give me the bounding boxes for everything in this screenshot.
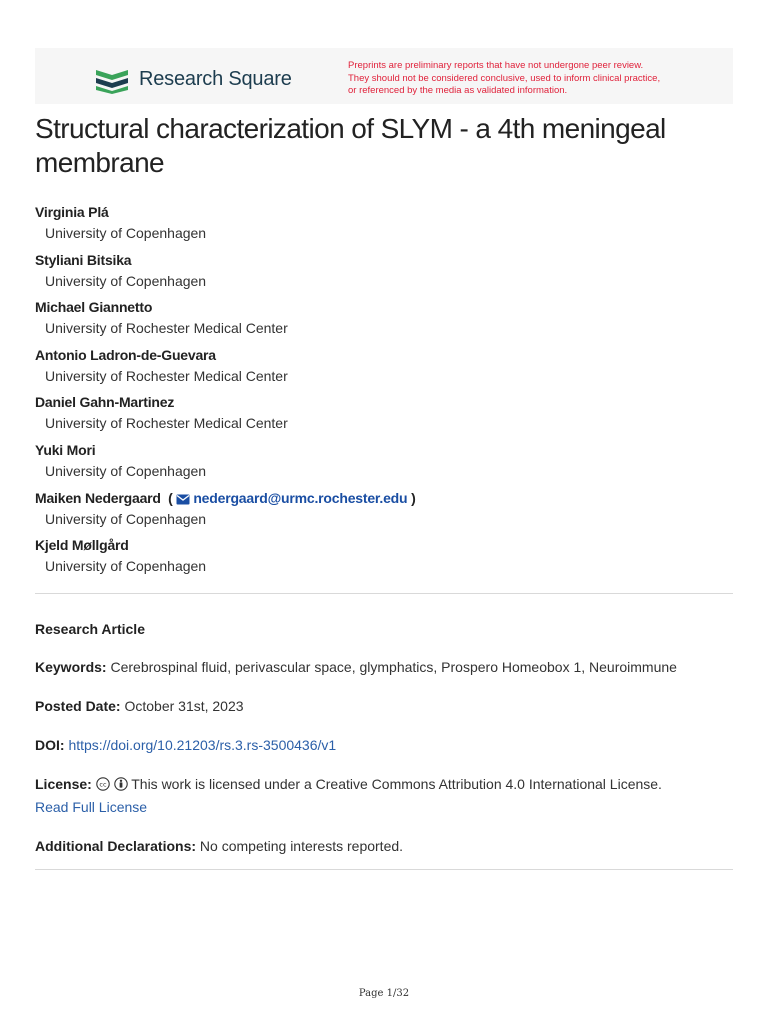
author-entry bbox=[35, 488, 725, 536]
disclaimer-line: They should not be considered conclusive, used to inform clinical practice, bbox=[348, 72, 661, 84]
author-name: Virginia Plá bbox=[35, 204, 109, 220]
author-entry bbox=[35, 345, 725, 393]
doi-row bbox=[35, 734, 735, 757]
paper-title: Structural characterization of SLYM - a 4th meningeal membrane bbox=[35, 113, 666, 178]
keywords-row bbox=[35, 656, 735, 679]
research-square-logo[interactable] bbox=[93, 64, 292, 94]
envelope-icon bbox=[176, 494, 190, 505]
author-affiliation: University of Copenhagen bbox=[45, 558, 207, 575]
page-number: Page 1/32 bbox=[358, 988, 410, 999]
author-affiliation: University of Rochester Medical Center bbox=[45, 320, 288, 337]
email-open-paren: ( bbox=[164, 489, 173, 506]
divider bbox=[35, 593, 733, 594]
author-entry bbox=[35, 297, 725, 345]
author-entry bbox=[35, 535, 725, 583]
author-entry bbox=[35, 250, 725, 298]
divider bbox=[35, 869, 733, 870]
creative-commons-icon bbox=[96, 777, 110, 791]
corresponding-author bbox=[35, 488, 725, 508]
author-email: nedergaard@urmc.rochester.edu bbox=[193, 489, 408, 506]
author-name: Styliani Bitsika bbox=[35, 251, 132, 268]
svg-text:cc: cc bbox=[99, 780, 107, 789]
author-list bbox=[35, 202, 725, 583]
keywords-label: Keywords: bbox=[35, 659, 107, 675]
author-name: Maiken Nedergaard bbox=[35, 489, 161, 506]
license-row bbox=[35, 773, 735, 819]
article-type bbox=[35, 618, 735, 641]
logo-text: Research Square bbox=[139, 67, 292, 90]
research-square-logo-icon bbox=[93, 64, 131, 94]
license-text: This work is licensed under a Creative Commons Attribution 4.0 International License. bbox=[131, 776, 662, 792]
posted-date-row bbox=[35, 695, 735, 718]
license-label: License: bbox=[35, 776, 92, 792]
preprint-disclaimer bbox=[348, 60, 708, 98]
author-affiliation: University of Copenhagen bbox=[45, 462, 207, 479]
author-entry bbox=[35, 440, 725, 488]
declarations-row bbox=[35, 835, 735, 858]
author-name: Antonio Ladron-de-Guevara bbox=[35, 346, 216, 363]
read-full-license-link[interactable]: Read Full License bbox=[35, 799, 148, 815]
author-affiliation: University of Rochester Medical Center bbox=[45, 415, 288, 432]
author-name: Yuki Mori bbox=[35, 441, 96, 458]
keywords-value: Cerebrospinal fluid, perivascular space, glymphatics, Prospero Homeobox 1, Neuroimmune bbox=[110, 659, 677, 675]
declarations-label: Additional Declarations: bbox=[35, 838, 197, 854]
doi-label: DOI: bbox=[35, 737, 65, 753]
doi-link[interactable]: https://doi.org/10.21203/rs.3.rs-3500436/v1 bbox=[68, 737, 337, 753]
posted-date-label: Posted Date: bbox=[35, 698, 121, 714]
author-name: Michael Giannetto bbox=[35, 299, 153, 316]
disclaimer-line: or referenced by the media as validated information. bbox=[348, 85, 568, 96]
author-affiliation: University of Copenhagen bbox=[45, 510, 207, 527]
author-email-link[interactable] bbox=[176, 490, 411, 506]
disclaimer-line: Preprints are preliminary reports that have not undergone peer review. bbox=[348, 60, 644, 71]
author-affiliation: University of Rochester Medical Center bbox=[45, 367, 288, 384]
author-name: Kjeld Møllgård bbox=[35, 537, 129, 554]
author-entry bbox=[35, 392, 725, 440]
email-close-paren: ) bbox=[411, 489, 416, 506]
author-affiliation: University of Copenhagen bbox=[45, 225, 207, 241]
article-type-label: Research Article bbox=[35, 621, 145, 637]
posted-date-value: October 31st, 2023 bbox=[124, 698, 244, 714]
attribution-icon bbox=[114, 777, 128, 791]
declarations-value: No competing interests reported. bbox=[199, 838, 404, 854]
author-entry bbox=[35, 202, 725, 250]
author-name: Daniel Gahn-Martinez bbox=[35, 394, 175, 411]
author-affiliation: University of Copenhagen bbox=[45, 272, 207, 289]
